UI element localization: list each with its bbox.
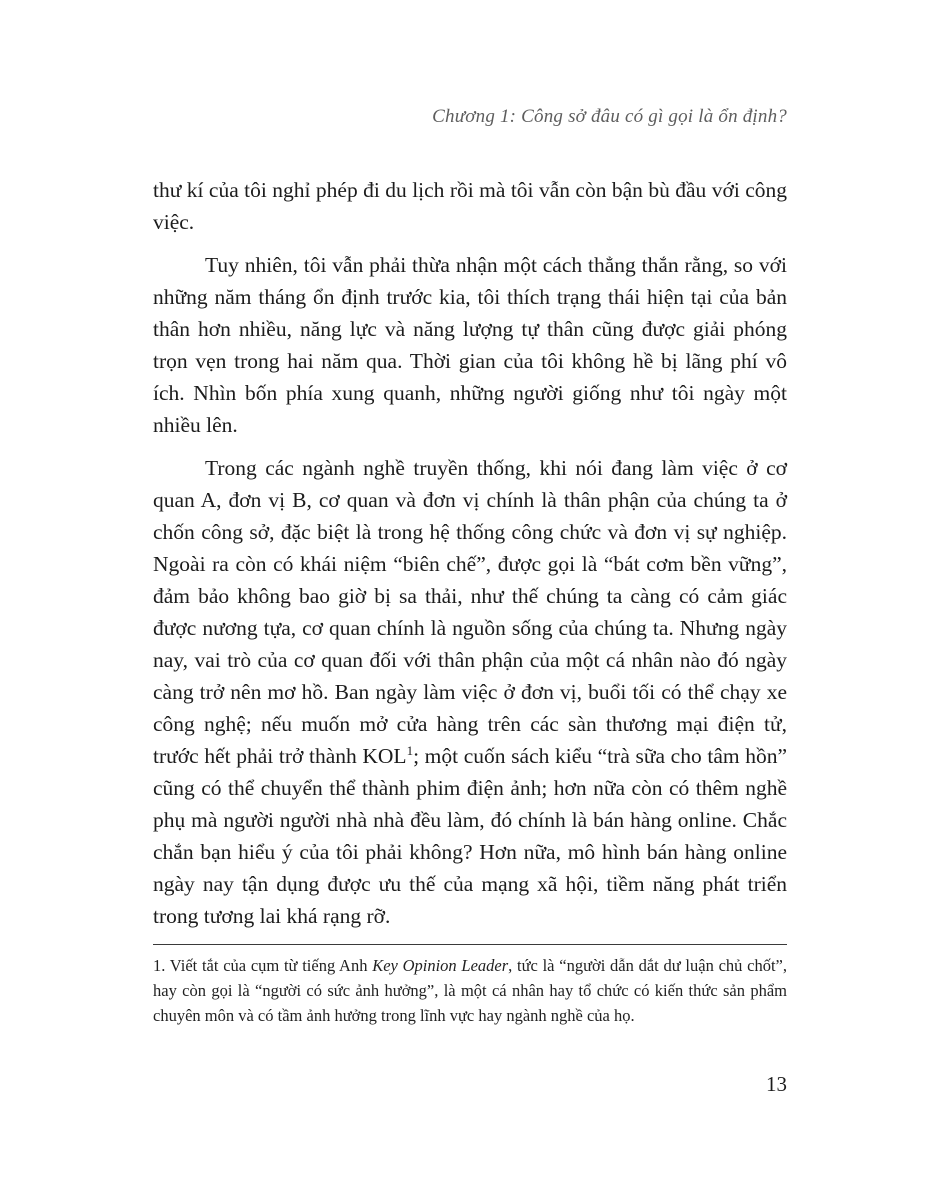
paragraph: thư kí của tôi nghỉ phép đi du lịch rồi mà tôi vẫn còn bận bù đầu với công việc.	[153, 178, 787, 234]
footnote	[153, 953, 787, 1028]
paragraph-text: ; một cuốn sách kiểu “trà sữa cho tâm hồn” cũng có thể chuyển thể thành phim điện ảnh; hơn nữa còn có thêm nghề phụ mà người người nhà nhà đều làm, đó chính là bán hàng online. Chắc chắn bạn hiểu ý của tôi phải không? Hơn nữa, mô hình bán hàng online ngày nay tận dụng được ưu thế của mạng xã hội, tiềm năng phát triển trong tương lai khá rạng rỡ.	[153, 744, 788, 928]
paragraph: Tuy nhiên, tôi vẫn phải thừa nhận một cách thẳng thắn rằng, so với những năm tháng ổn định trước kia, tôi thích trạng thái hiện tại của bản thân hơn nhiều, năng lực và năng lượng tự thân cũng được giải phóng trọn vẹn trong hai năm qua. Thời gian của tôi không hề bị lãng phí vô ích. Nhìn bốn phía xung quanh, những người giống như tôi ngày một nhiều lên.	[153, 253, 787, 437]
paragraph	[153, 452, 787, 932]
running-header: Chương 1: Công sở đâu có gì gọi là ổn định?	[432, 106, 787, 127]
paragraph-text: Trong các ngành nghề truyền thống, khi nói đang làm việc ở cơ quan A, đơn vị B, cơ quan và đơn vị chính là thân phận của chúng ta ở chốn công sở, đặc biệt là trong hệ thống công chức và đơn vị sự nghiệp. Ngoài ra còn có khái niệm “biên chế”, được gọi là “bát cơm bền vững”, đảm bảo không bao giờ bị sa thải, như thế chúng ta càng có cảm giác được nương tựa, cơ quan chính là nguồn sống của chúng ta. Nhưng ngày nay, vai trò của cơ quan đối với thân phận của một cá nhân nào đó ngày càng trở nên mơ hồ. Ban ngày làm việc ở đơn vị, buổi tối có thể chạy xe công nghệ; nếu muốn mở cửa hàng trên các sàn thương mại điện tử, trước hết phải trở thành KOL	[153, 456, 787, 768]
page-number: 13	[766, 1072, 787, 1096]
footnote-separator	[153, 944, 787, 945]
footnote-text: , tức là “người dẫn dắt dư luận chủ chốt”, hay còn gọi là “người có sức ảnh hưởng”, là một cá nhân hay tổ chức có kiến thức sản phẩm chuyên môn và có tầm ảnh hưởng trong lĩnh vực hay ngành nghề của họ.	[153, 956, 787, 1025]
body-text	[153, 174, 787, 932]
footnote-text: 1. Viết tắt của cụm từ tiếng Anh	[153, 956, 373, 975]
content-column	[153, 106, 787, 1028]
footnote-marker: 1	[406, 742, 414, 758]
footnote-italic-term: Key Opinion Leader	[372, 956, 509, 975]
